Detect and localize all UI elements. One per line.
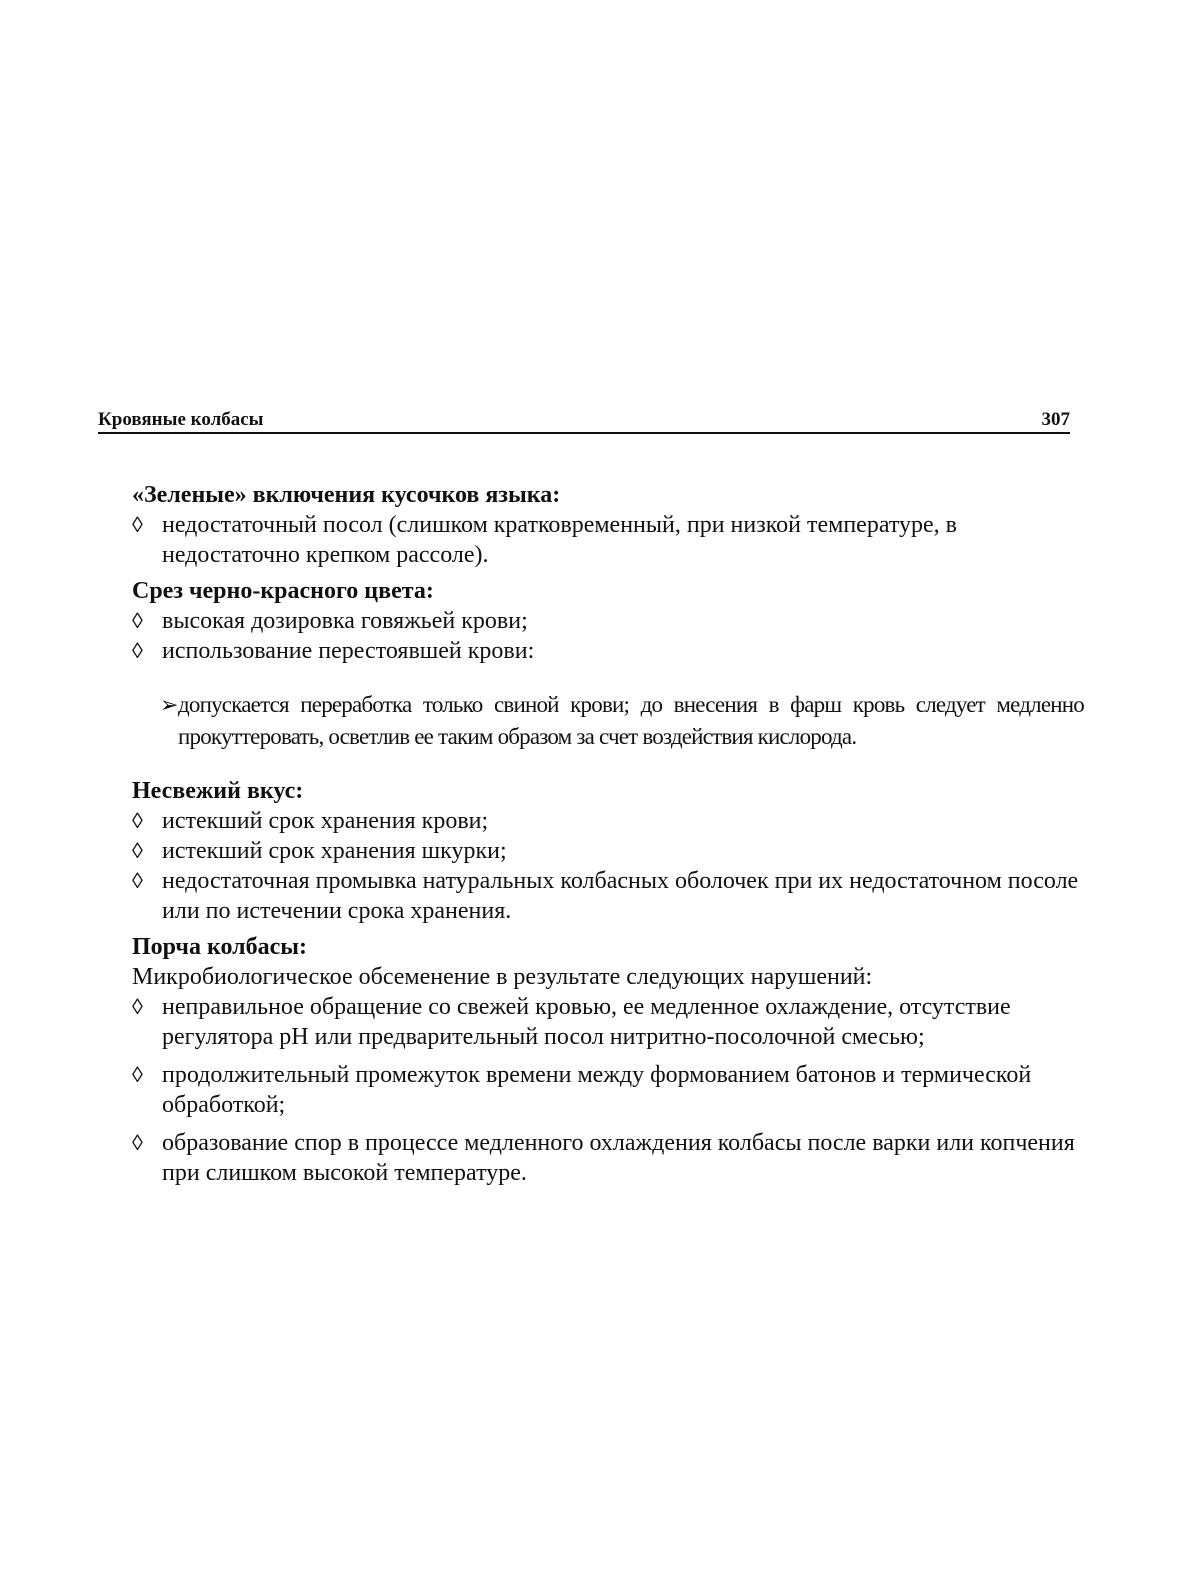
arrow-bullet-icon: ➢ [160, 692, 179, 717]
page-header [98, 408, 1070, 434]
list-item [132, 510, 1084, 570]
diamond-bullet-icon: ◊ [132, 1062, 143, 1087]
list-item [132, 806, 1084, 836]
list-item-text: неправильное обращение со свежей кровью, ее медленное охлаждение, отсутствие регулятора pH или предварительный посол нитритно-посолочной смесью; [162, 994, 1011, 1050]
list-item-text: высокая дозировка говяжьей крови; [162, 608, 528, 634]
list-item-text: недостаточная промывка натуральных колбасных оболочек при их недостаточном посоле или по истечении срока хранения. [162, 868, 1079, 924]
diamond-bullet-icon: ◊ [132, 638, 143, 663]
section-title: Несвежий вкус: [132, 778, 304, 804]
section-sausage-spoilage [132, 932, 1084, 1188]
list-item [132, 866, 1084, 926]
diamond-bullet-icon: ◊ [132, 838, 143, 863]
list-item-text: использование перестоявшей крови: [162, 638, 535, 664]
list-item [132, 1128, 1084, 1188]
sub-list-item [160, 689, 1084, 753]
list-item [132, 1060, 1084, 1120]
diamond-bullet-icon: ◊ [132, 868, 143, 893]
list-item [132, 636, 1084, 666]
list-item [132, 606, 1084, 636]
diamond-bullet-icon: ◊ [132, 994, 143, 1019]
section-title: «Зеленые» включения кусочков языка: [132, 482, 561, 508]
section-title: Порча колбасы: [132, 934, 307, 960]
list-item-text: истекший срок хранения крови; [162, 808, 489, 834]
diamond-bullet-icon: ◊ [132, 512, 143, 537]
list-item-text: недостаточный посол (слишком кратковременный, при низкой температуре, в недостаточно крепком рассоле). [162, 512, 958, 568]
running-title: Кровяные колбасы [98, 409, 264, 430]
section-green-inclusions [132, 480, 1084, 570]
list-item-text: продолжительный промежуток времени между формованием батонов и термической обработкой; [162, 1062, 1032, 1118]
diamond-bullet-icon: ◊ [132, 808, 143, 833]
section-title: Срез черно-красного цвета: [132, 578, 434, 604]
page-number: 307 [1041, 409, 1070, 430]
diamond-bullet-icon: ◊ [132, 608, 143, 633]
list-item-text: образование спор в процессе медленного охлаждения колбасы после варки или копчения при слишком высокой температуре. [162, 1130, 1075, 1186]
list-item-text: истекший срок хранения шкурки; [162, 838, 507, 864]
section-stale-taste [132, 776, 1084, 926]
list-item [132, 992, 1084, 1052]
list-item [132, 836, 1084, 866]
page-body [132, 480, 1084, 1194]
sub-list-item-text: допускается переработка только свиной крови; до внесения в фарш кровь следует медленно прокуттеровать, осветлив ее таким образом за счет воздействия кислорода. [178, 692, 1084, 749]
section-intro: Микробиологическое обсеменение в результате следующих нарушений: [132, 964, 873, 990]
section-black-red-cut [132, 576, 1084, 753]
diamond-bullet-icon: ◊ [132, 1130, 143, 1155]
